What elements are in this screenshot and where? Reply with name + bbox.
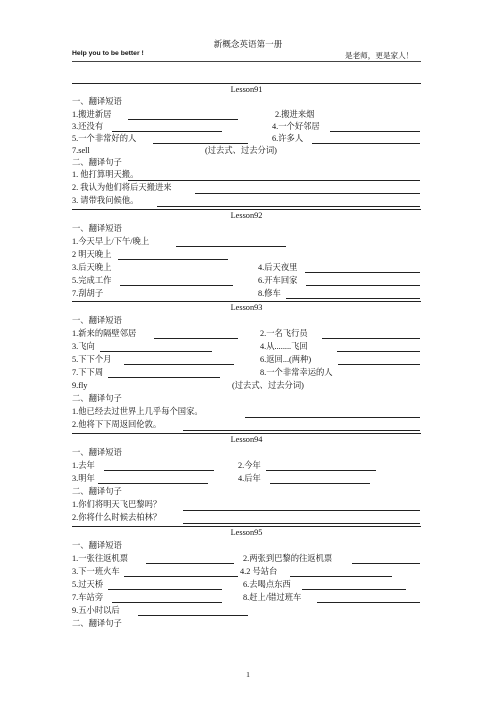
phrase-label: 5.完成工作 <box>72 276 112 285</box>
lesson-92-title: Lesson92 <box>230 211 263 220</box>
answer-line[interactable] <box>108 377 220 378</box>
lesson-91-title: Lesson91 <box>230 85 263 94</box>
answer-line[interactable] <box>124 364 234 365</box>
sentence-label: 1.你们将明天飞巴黎吗？ <box>72 500 162 509</box>
phrase-label: 9.五小时以后 <box>72 606 120 615</box>
phrase-label: 4.从........飞回 <box>260 342 308 351</box>
header-divider <box>72 61 421 62</box>
answer-line[interactable] <box>153 143 248 144</box>
answer-line[interactable] <box>124 576 238 577</box>
phrase-label: 4.后天夜里 <box>258 263 298 272</box>
answer-line[interactable] <box>317 602 420 603</box>
lesson-divider <box>72 526 421 527</box>
section-phrases-heading: 一、翻译短语 <box>72 448 122 457</box>
sentence-label: 2.他将下下周返回伦敦。 <box>72 420 162 429</box>
verb-hint: (过去式、过去分词) <box>232 381 304 390</box>
phrase-label: 2.一名飞行员 <box>260 329 308 338</box>
answer-line[interactable] <box>100 351 212 352</box>
answer-line[interactable] <box>128 119 238 120</box>
answer-line[interactable] <box>286 298 420 299</box>
section-phrases-heading: 一、翻译短语 <box>72 224 122 233</box>
answer-line[interactable] <box>120 285 233 286</box>
section-sentences-heading: 二、翻译句子 <box>72 158 122 167</box>
phrase-label: 7.下下周 <box>72 368 104 377</box>
phrase-label: 5.一个非常好的人 <box>72 134 137 143</box>
answer-line[interactable] <box>154 338 238 339</box>
phrase-label: 3.后天晚上 <box>72 263 112 272</box>
phrase-label: 2.搬进来烟 <box>275 110 315 119</box>
answer-line[interactable] <box>290 576 392 577</box>
phrase-label: 1.去年 <box>72 461 95 470</box>
answer-line[interactable] <box>128 180 420 181</box>
answer-line[interactable] <box>183 523 420 524</box>
phrase-label: 2.今年 <box>238 461 261 470</box>
answer-line[interactable] <box>338 364 420 365</box>
sentence-label: 1. 他打算明天搬。 <box>72 170 139 179</box>
answer-line[interactable] <box>138 615 248 616</box>
answer-line[interactable] <box>306 285 420 286</box>
phrase-label: 2 明天晚上 <box>72 250 112 259</box>
verb-word: 7.sell <box>72 146 90 155</box>
answer-line[interactable] <box>305 272 420 273</box>
answer-line[interactable] <box>266 470 376 471</box>
phrase-label: 4.2 号站台 <box>240 567 278 576</box>
verb-hint: (过去式、过去分词) <box>205 146 277 155</box>
phrase-label: 5.下下个月 <box>72 355 112 364</box>
answer-line[interactable] <box>270 483 370 484</box>
answer-line[interactable] <box>312 143 420 144</box>
phrase-label: 7.车站旁 <box>72 593 104 602</box>
phrase-label: 1.一张往返机票 <box>72 554 129 563</box>
phrase-label: 7.刮胡子 <box>72 289 104 298</box>
phrase-label: 6.返回...(两种) <box>260 355 312 364</box>
answer-line[interactable] <box>195 193 420 194</box>
section-sentences-heading: 二、翻译句子 <box>72 487 122 496</box>
phrase-label: 1.今天早上/下午/晚上 <box>72 237 150 246</box>
phrase-label: 4.一个好邻居 <box>272 122 320 131</box>
phrase-label: 1.搬进新居 <box>72 110 112 119</box>
document-title: 新概念英语第一册 <box>213 39 283 49</box>
lesson-95-title: Lesson95 <box>230 528 263 537</box>
header-motto: 是老师，更是家人！ <box>345 51 414 60</box>
lesson-divider <box>72 209 421 210</box>
answer-line[interactable] <box>108 589 222 590</box>
section-phrases-heading: 一、翻译短语 <box>72 316 122 325</box>
answer-line[interactable] <box>183 510 420 511</box>
sentence-label: 2.你将什么时候去柏林？ <box>72 513 162 522</box>
phrase-label: 8.一个非常幸运的人 <box>260 368 333 377</box>
lesson-94-title: Lesson94 <box>230 435 263 444</box>
phrase-label: 4.后年 <box>238 474 261 483</box>
phrase-label: 3.飞向 <box>72 342 95 351</box>
page-number: 1 <box>246 670 250 679</box>
answer-line[interactable] <box>245 417 420 418</box>
answer-line[interactable] <box>302 589 406 590</box>
lesson-93-title: Lesson93 <box>230 303 263 312</box>
verb-word: 9.fly <box>72 381 88 390</box>
section-sentences-heading: 二、翻译句子 <box>72 619 122 628</box>
phrase-label: 3.下一班火车 <box>72 567 120 576</box>
answer-line[interactable] <box>337 351 420 352</box>
phrase-label: 8.赶上/错过班车 <box>243 593 302 602</box>
answer-line[interactable] <box>112 131 222 132</box>
sentence-label: 2. 我认为他们将后天搬进来 <box>72 183 172 192</box>
answer-line[interactable] <box>104 470 214 471</box>
phrase-label: 6.开车回家 <box>258 276 298 285</box>
section-phrases-heading: 一、翻译短语 <box>72 97 122 106</box>
header-slogan: Help you to be better ! <box>72 50 144 57</box>
lesson-divider <box>72 433 421 434</box>
phrase-label: 2.两张到巴黎的往返机票 <box>243 554 333 563</box>
lesson-divider <box>72 83 421 84</box>
phrase-label: 3.还没有 <box>72 122 104 131</box>
lesson-divider <box>72 301 421 302</box>
answer-line[interactable] <box>330 131 420 132</box>
answer-line[interactable] <box>157 206 420 207</box>
answer-line[interactable] <box>176 246 286 247</box>
sentence-label: 1.他已经去过世界上几乎每个国家。 <box>72 407 203 416</box>
phrase-label: 3.明年 <box>72 474 95 483</box>
phrase-label: 8.修车 <box>258 289 281 298</box>
section-phrases-heading: 一、翻译短语 <box>72 541 122 550</box>
answer-line[interactable] <box>112 602 222 603</box>
phrase-label: 5.过天桥 <box>72 580 104 589</box>
phrase-label: 6.许多人 <box>272 134 304 143</box>
answer-line[interactable] <box>183 430 420 431</box>
phrase-label: 6.去喝点东西 <box>243 580 291 589</box>
answer-line[interactable] <box>352 563 420 564</box>
answer-line[interactable] <box>118 259 228 260</box>
section-sentences-heading: 二、翻译句子 <box>72 394 122 403</box>
answer-line[interactable] <box>146 563 234 564</box>
phrase-label: 1.新来的隔壁邻居 <box>72 329 137 338</box>
answer-line[interactable] <box>98 483 208 484</box>
answer-line[interactable] <box>322 338 420 339</box>
sentence-label: 3. 请带我问候他。 <box>72 196 139 205</box>
